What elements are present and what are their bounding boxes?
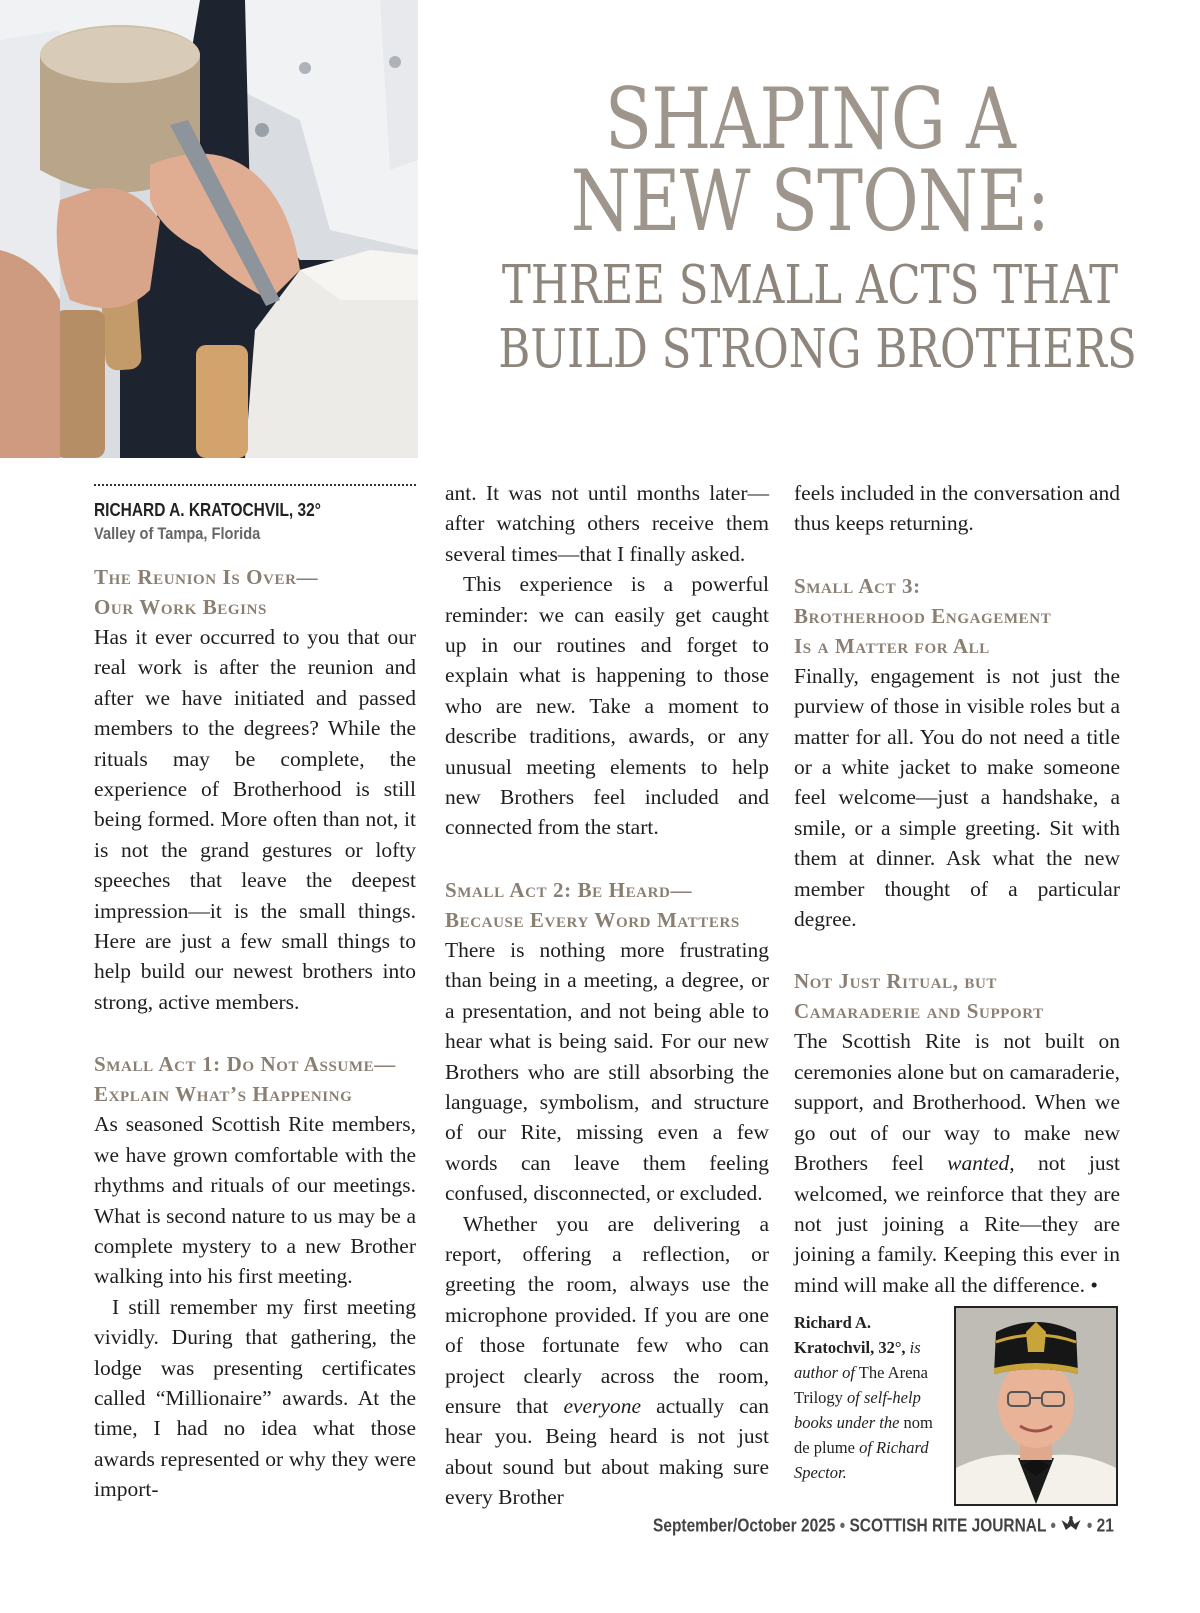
author-portrait xyxy=(954,1306,1118,1506)
paragraph: Has it ever occurred to you that our real work is after the reunion and after we have initiated and passed members to the degrees? While the rituals may be complete, the experience of Brotherhood is still being formed. More often than not, it is not the grand gestures or lofty speeches that leave the deepest impression—it is the small things. Here are just a few small things to help build our newest brothers into strong, active members. xyxy=(94,625,416,1014)
headline xyxy=(430,70,1190,382)
paragraph: Finally, engagement is not just the purview of those in visible roles but a matter for all. You do not need a title or a white jacket to make someone feel welcome—just a handshake, a smile, or a simple greeting. Sit with them at dinner. Ask what the new member thought of a particular degree. xyxy=(794,663,1120,932)
column-1 xyxy=(94,478,416,1505)
title-line-2: NEW STONE: xyxy=(570,152,1050,250)
paragraph: I still remember my first meeting vividly. During that gathering, the lodge was presenting certificates called “Millionaire” awards. At the time, I had no idea what those awards represented or why they were import- xyxy=(94,1294,416,1502)
footer-issue: September/October 2025 xyxy=(653,1515,836,1536)
double-headed-eagle-icon xyxy=(1060,1514,1082,1539)
subtitle-line-2: BUILD STRONG BROTHERS xyxy=(498,319,1137,380)
paragraph: ant. It was not until months later—after watching others receive them several times—that I finally asked. xyxy=(445,481,769,566)
byline-author: RICHARD A. KRATOCHVIL, 32° xyxy=(94,500,321,520)
section-heading-act1: Small Act 1: Do Not Assume— Explain What’s Happening xyxy=(94,1052,396,1107)
footer-page-number: 21 xyxy=(1096,1515,1114,1536)
column-2 xyxy=(445,478,769,1513)
paragraph: As seasoned Scottish Rite members, we have grown comfortable with the rhythms and rituals of our meetings. What is second nature to us may be a complete mystery to a new Brother walking into his first meeting. xyxy=(94,1112,416,1289)
section-heading-act2: Small Act 2: Be Heard— Because Every Word Matters xyxy=(445,877,740,932)
subtitle-line-1: THREE SMALL ACTS THAT xyxy=(501,255,1119,316)
column-3 xyxy=(794,478,1120,1516)
byline-valley: Valley of Tampa, Florida xyxy=(94,524,261,543)
paragraph: The Scottish Rite is not built on ceremonies alone but on camaraderie, support, and Brotherhood. When we go out of our way to make new Brothers feel wanted, not just welcomed, we reinforce that they are not just joining a Rite—they are joining a family. Keeping this ever in mind will make all the difference. • xyxy=(794,1029,1120,1297)
footer-bullet: • xyxy=(1050,1515,1057,1536)
paragraph: Whether you are delivering a report, offering a reflection, or greeting the room, always use the microphone provided. If you are one of those fortunate few who can project clearly across the room, ensure that everyone actually can hear you. Being heard is not just about sound but about making sure every Brother xyxy=(445,1211,769,1510)
paragraph: There is nothing more frustrating than being in a meeting, a degree, or a presentation, and not being able to hear what is being said. For our new Brothers who are still absorbing the language, symbolism, and structure of our Rite, missing even a few words can leave them feeling confused, disconnected, or excluded. xyxy=(445,937,769,1206)
title-line-1: SHAPING A xyxy=(604,70,1016,168)
author-bio xyxy=(794,1306,1120,1516)
section-heading-reunion: The Reunion Is Over— Our Work Begins xyxy=(94,565,319,619)
section-heading-act3: Small Act 3: Brotherhood Engagement Is a Matter for All xyxy=(794,573,1052,658)
footer-journal: SCOTTISH RITE JOURNAL xyxy=(849,1515,1047,1536)
paragraph: feels included in the conversation and thus keeps returning. xyxy=(794,481,1120,536)
paragraph: This experience is a powerful reminder: we can easily get caught up in our routines and forget to explain what is happening to those who are new. Take a moment to describe traditions, awards, or any unusual meeting elements to help new Brothers feel included and connected from the start. xyxy=(445,572,769,840)
footer-bullet: • xyxy=(839,1515,846,1536)
hero-photo-stone-carving xyxy=(0,0,418,458)
page-footer xyxy=(653,1514,1114,1539)
section-heading-closing: Not Just Ritual, but Camaraderie and Support xyxy=(794,969,1044,1024)
footer-bullet: • xyxy=(1087,1515,1093,1536)
byline-divider xyxy=(94,484,416,486)
bio-text: Richard A. Kratochvil, 32°, is author of The Arena Trilogy of self-help books under the nom de plume of Richard Spector. xyxy=(794,1313,933,1483)
